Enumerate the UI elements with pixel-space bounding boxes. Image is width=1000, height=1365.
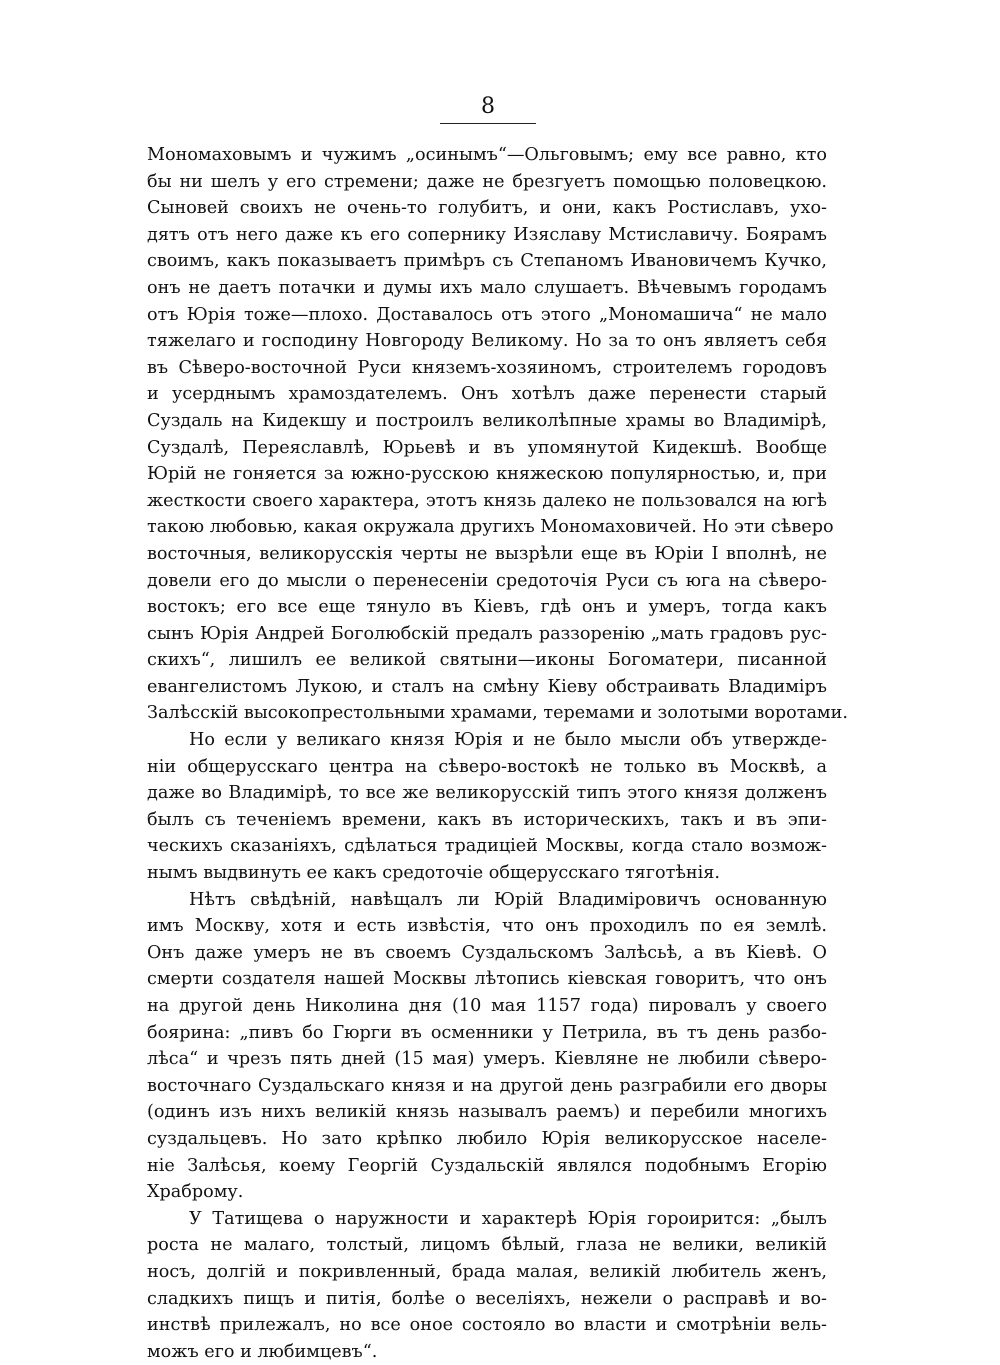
text-line: Но если у великаго князя Юрія и не было мысли объ утвержде- xyxy=(189,730,827,751)
text-line: онъ не даетъ потачки и думы ихъ мало слушаетъ. Вѣчевымъ городамъ xyxy=(147,277,827,298)
text-line: былъ съ теченіемъ времени, какъ въ историческихъ, такъ и въ эпи- xyxy=(147,809,827,830)
text-line: Онъ даже умеръ не въ своемъ Суздальскомъ Залѣсьѣ, а въ Кіевѣ. О xyxy=(147,942,827,963)
text-line: можъ его и любимцевъ“. xyxy=(147,1341,378,1362)
text-line: смерти создателя нашей Москвы лѣтопись кіевская говоритъ, что онъ xyxy=(147,969,827,990)
body-text xyxy=(147,142,848,1365)
text-line: роста не малаго, толстый, лицомъ бѣлый, глаза не велики, великій xyxy=(147,1235,827,1256)
text-line: лѣса“ и чрезъ пять дней (15 мая) умеръ. Кіевляне не любили сѣверо- xyxy=(147,1049,827,1070)
text-line: скихъ“, лишилъ ее великой святыни—иконы Богоматери, писанной xyxy=(147,650,827,671)
text-line: Храброму. xyxy=(147,1182,244,1203)
text-line: даже во Владимірѣ, то все же великорусскій типъ этого князя долженъ xyxy=(147,783,827,804)
text-line: сладкихъ пищъ и питія, болѣе о веселіяхъ, нежели о расправѣ и во- xyxy=(147,1288,827,1309)
paragraph xyxy=(147,1206,827,1365)
text-line: боярина: „пивъ бо Гюрги въ осменники у Петрила, въ тъ день разбо- xyxy=(147,1022,827,1043)
text-line: (одинъ изъ нихъ великій князь называлъ раемъ) и перебили многихъ xyxy=(147,1102,827,1123)
text-line: бы ни шелъ у его стремени; даже не брезгуетъ помощью половецкою. xyxy=(147,171,827,192)
text-line: Суздалѣ, Переяславлѣ, Юрьевѣ и въ упомянутой Кидекшѣ. Вообще xyxy=(147,437,827,458)
text-line: восточнаго Суздальскаго князя и на другой день разграбили его дворы xyxy=(147,1075,827,1096)
text-line: нымъ выдвинуть ее какъ средоточіе общерусскаго тяготѣнія. xyxy=(147,863,720,884)
paragraph xyxy=(147,887,827,1206)
text-line: ніе Залѣсья, коему Георгій Суздальскій являлся подобнымъ Егорію xyxy=(147,1155,827,1176)
text-line: инствѣ прилежалъ, но все оное состояло во власти и смотрѣніи вель- xyxy=(147,1315,827,1336)
text-line: въ Сѣверо-восточной Руси княземъ-хозяиномъ, строителемъ городовъ xyxy=(147,357,827,378)
text-line: отъ Юрія тоже—плохо. Доставалось отъ этого „Мономашича“ не мало xyxy=(147,304,827,325)
text-line: ческихъ сказаніяхъ, сдѣлаться традиціей Москвы, когда стало возмож- xyxy=(147,836,827,857)
text-line: У Татищева о наружности и характерѣ Юрія гороирится: „былъ xyxy=(189,1208,827,1229)
text-line: своимъ, какъ показываетъ примѣръ съ Степаномъ Ивановичемъ Кучко, xyxy=(147,251,827,272)
text-line: на другой день Николина дня (10 мая 1157 года) пировалъ у своего xyxy=(147,996,827,1016)
text-line: восточныя, великорусскія черты не вызрѣли еще въ Юріи I вполнѣ, не xyxy=(147,543,827,564)
text-line: имъ Москву, хотя и есть извѣстія, что онъ проходилъ по ея землѣ. xyxy=(147,916,827,937)
paragraph xyxy=(147,727,827,887)
text-line: Юрій не гоняется за южно-русскою княжескою популярностью, и, при xyxy=(147,464,827,485)
text-line: Сыновей своихъ не очень-то голубитъ, и они, какъ Ростиславъ, ухо- xyxy=(147,198,827,219)
text-line: ніи общерусскаго центра на сѣверо-востокѣ не только въ Москвѣ, а xyxy=(147,756,827,777)
text-line: дятъ отъ него даже къ его сопернику Изяславу Мстиславичу. Боярамъ xyxy=(147,224,827,245)
text-line: довели его до мысли о перенесеніи средоточія Руси съ юга на сѣверо- xyxy=(147,570,827,591)
text-line: Мономаховымъ и чужимъ „осинымъ“—Ольговымъ; ему все равно, кто xyxy=(147,145,827,165)
text-line: Нѣтъ свѣдѣній, навѣщалъ ли Юрій Владиміровичъ основанную xyxy=(189,889,827,910)
text-line: тяжелаго и господину Новгороду Великому. Но за то онъ являетъ себя xyxy=(147,331,827,352)
text-line: носъ, долгій и покривленный, брада малая, великій любитель женъ, xyxy=(147,1261,827,1282)
text-line: и усерднымъ храмоздателемъ. Онъ хотѣлъ даже перенести старый xyxy=(147,384,827,405)
text-line: сынъ Юрія Андрей Боголюбскій предалъ раззоренію „мать градовъ рус- xyxy=(147,623,827,644)
text-line: такою любовью, какая окружала другихъ Мономаховичей. Но эти сѣверо xyxy=(147,517,834,538)
text-line: жесткости своего характера, этотъ князь далеко не пользовался на югѣ xyxy=(147,490,827,511)
page-number-rule xyxy=(440,123,536,124)
text-line: Залѣсскій высокопрестольными храмами, теремами и золотыми воротами. xyxy=(147,703,848,724)
text-line: суздальцевъ. Но зато крѣпко любило Юрія великорусское населе- xyxy=(147,1128,827,1149)
text-line: евангелистомъ Лукою, и сталъ на смѣну Кіеву обстраивать Владиміръ xyxy=(147,676,827,697)
page-number: 8 xyxy=(481,94,495,119)
text-line: Суздаль на Кидекшу и построилъ великолѣпные храмы во Владимірѣ, xyxy=(147,410,827,431)
paragraph xyxy=(147,142,848,727)
text-line: востокъ; его все еще тянуло въ Кіевъ, гдѣ онъ и умеръ, тогда какъ xyxy=(147,597,827,618)
